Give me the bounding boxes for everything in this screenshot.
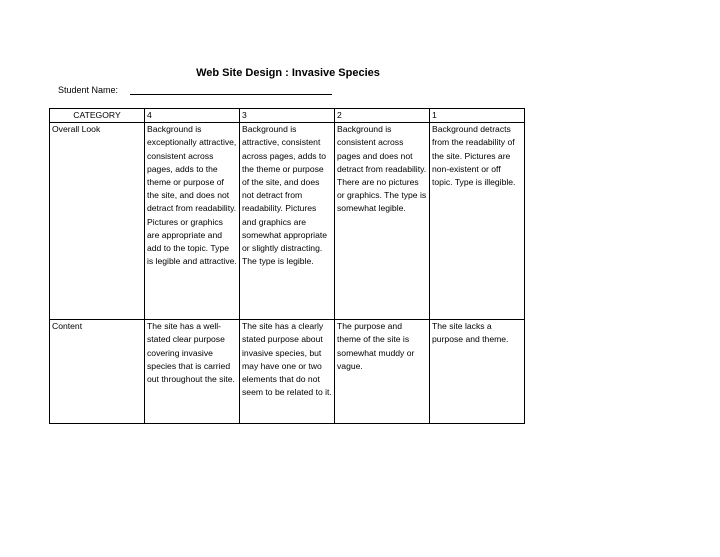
cell-overall-look-1: Background detracts from the readability of the site. Pictures are non-existent or off topic. Type is illegible. — [430, 123, 525, 320]
student-name-blank-line — [130, 85, 332, 95]
cell-content-4: The site has a well-stated clear purpose covering invasive species that is carried out throughout the site. — [145, 320, 240, 424]
cell-content-1: The site lacks a purpose and theme. — [430, 320, 525, 424]
rubric-header-row — [50, 109, 525, 123]
cell-overall-look-2: Background is consistent across pages and does not detract from readability. There are no pictures or graphics. The type is somewhat legible. — [335, 123, 430, 320]
table-row — [50, 123, 525, 320]
header-score-3: 3 — [240, 109, 335, 123]
cell-content-2: The purpose and theme of the site is somewhat muddy or vague. — [335, 320, 430, 424]
rubric-table — [49, 108, 525, 424]
cell-content-3: The site has a clearly stated purpose about invasive species, but may have one or two elements that do not seem to be related to it. — [240, 320, 335, 424]
cell-overall-look-3: Background is attractive, consistent across pages, adds to the theme or purpose of the site, and does not detract from readability. Pictures and graphics are somewhat appropriate or slightly distracting. The type is legible. — [240, 123, 335, 320]
row-category-overall-look: Overall Look — [50, 123, 145, 320]
header-category: CATEGORY — [50, 109, 145, 123]
table-row — [50, 320, 525, 424]
student-name-label: Student Name: — [58, 85, 119, 95]
cell-overall-look-4: Background is exceptionally attractive, consistent across pages, adds to the theme or purpose of the site, and does not detract from readability. Pictures or graphics are appropriate and add to the topic. Type is legible and attractive. — [145, 123, 240, 320]
page-title: Web Site Design : Invasive Species — [196, 67, 380, 79]
header-score-2: 2 — [335, 109, 430, 123]
header-score-1: 1 — [430, 109, 525, 123]
header-score-4: 4 — [145, 109, 240, 123]
row-category-content: Content — [50, 320, 145, 424]
